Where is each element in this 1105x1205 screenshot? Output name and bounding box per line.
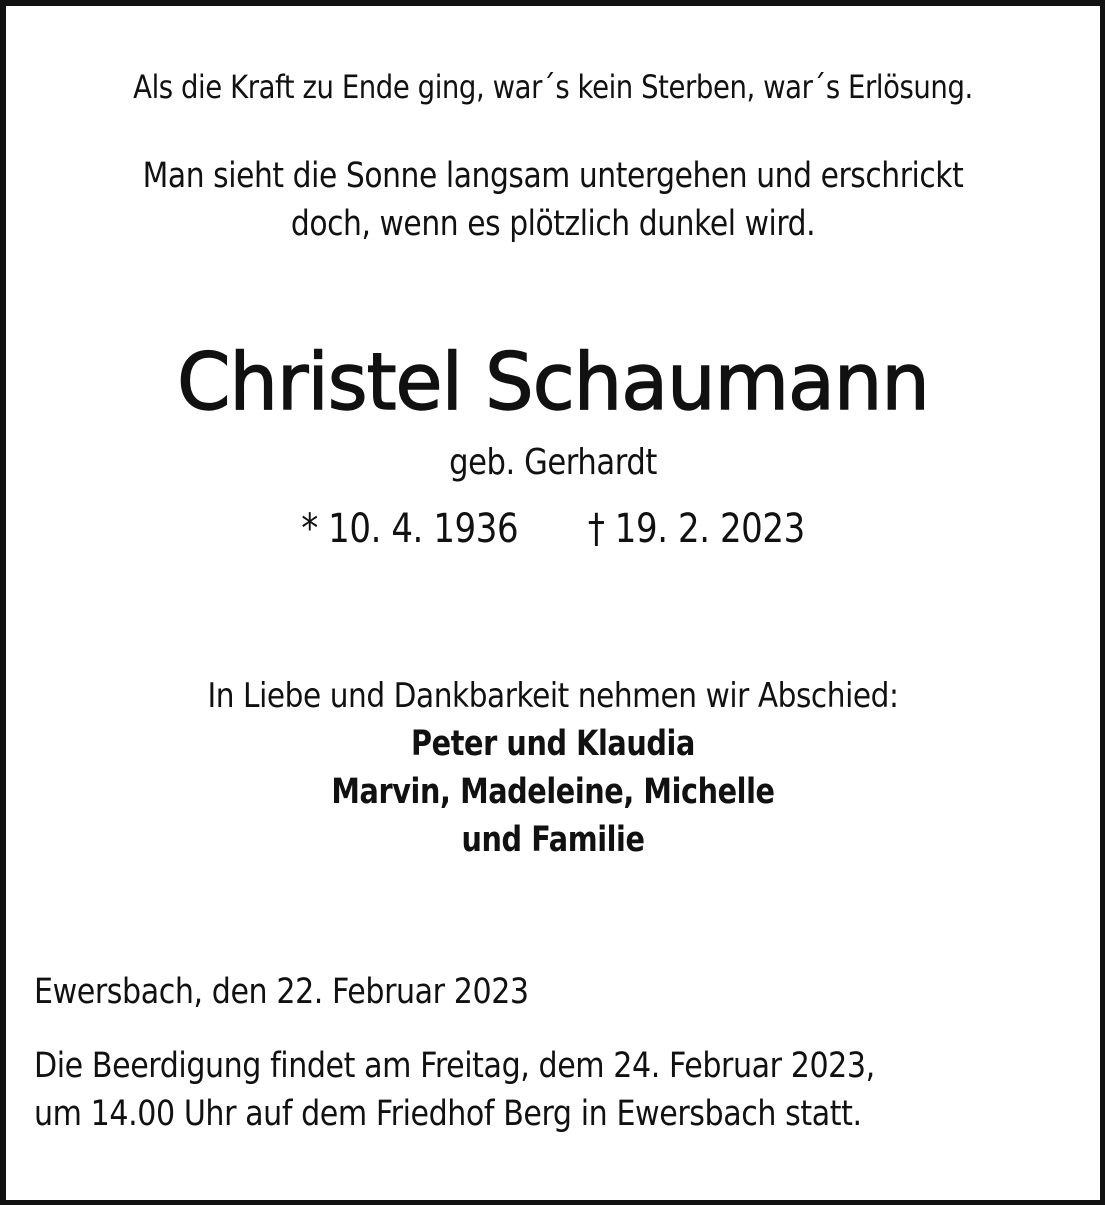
mourner-line-1: Peter und Klaudia <box>411 724 695 764</box>
verse-1: Als die Kraft zu Ende ging, war´s kein Sterben, war´s Erlösung. <box>133 68 973 106</box>
verse-2-line-2: doch, wenn es plötzlich dunkel wird. <box>290 204 816 244</box>
mourner-line-3: und Familie <box>461 820 645 860</box>
maiden-name: geb. Gerhardt <box>449 442 657 483</box>
death-date: † 19. 2. 2023 <box>587 506 805 552</box>
verse-2-line-1: Man sieht die Sonne langsam untergehen und erschrickt <box>142 156 964 196</box>
funeral-line-2: um 14.00 Uhr auf dem Friedhof Berg in Ewersbach statt. <box>34 1094 862 1134</box>
deceased-name: Christel Schaumann <box>177 338 929 428</box>
place-date: Ewersbach, den 22. Februar 2023 <box>34 972 529 1012</box>
life-dates <box>88 506 1018 552</box>
farewell-intro: In Liebe und Dankbarkeit nehmen wir Abschied: <box>207 676 899 716</box>
mourner-line-2: Marvin, Madeleine, Michelle <box>331 772 775 812</box>
funeral-line-1: Die Beerdigung findet am Freitag, dem 24. Februar 2023, <box>34 1046 875 1086</box>
birth-date: * 10. 4. 1936 <box>301 506 519 552</box>
